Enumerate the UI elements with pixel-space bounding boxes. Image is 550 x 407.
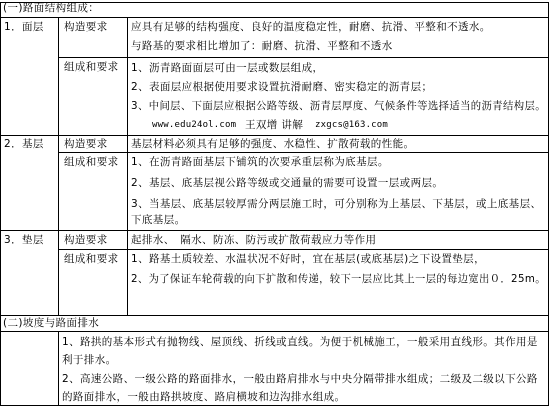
cushion-composition-line-2: 2、为了保证车轮荷载的向下扩散和传递，较下一层应比其上一层的每边宽出０．25m。 xyxy=(131,273,546,285)
row-key-structure: 构造要求 xyxy=(64,138,108,150)
row-key-structure: 构造要求 xyxy=(64,21,108,33)
row-key-structure: 构造要求 xyxy=(64,234,108,246)
layer-name-base: 2．基层 xyxy=(4,138,44,150)
watermark-email: zxgcs@163.com xyxy=(315,120,389,130)
surface-structure-line-2: 与路基的要求相比增加了：耐磨、抗滑、平整和不透水 xyxy=(131,40,393,52)
surface-composition-line-1: 1、沥青路面面层可由一层或数层组成， xyxy=(131,62,324,74)
surface-structure-line-1: 应具有足够的结构强度、良好的温度稳定性，耐磨、抗滑、平整和不透水。 xyxy=(131,21,491,33)
drainage-line-1: 1、路拱的基本形式有抛物线、屋顶线、折线或直线。为便于机械施工，一般采用直线形。其作用是 xyxy=(62,336,538,348)
drainage-line-4: 的路面排水，一般由路拱坡度、路肩横坡和边沟排水组成。 xyxy=(62,391,346,403)
base-composition-line-1: 1、在沥青路面基层下铺筑的次要承重层称为底基层。 xyxy=(131,156,389,168)
row-key-composition: 组成和要求 xyxy=(64,253,119,265)
drainage-line-3: 2、高速公路、一级公路的路面排水，一般由路肩排水与中央分隔带排水组成；二级及二级以下公路 xyxy=(62,373,538,385)
layer-name-cushion: 3．垫层 xyxy=(4,234,44,246)
base-composition-line-4: 下底基层。 xyxy=(131,214,186,226)
surface-composition-line-3: 3、中间层、下面层应根据公路等级、沥青层厚度、气候条件等选择适当的沥青结构层。 xyxy=(131,100,546,112)
surface-composition-line-2: 2、表面层应根据使用要求设置抗滑耐磨、密实稳定的沥青层； xyxy=(131,81,433,93)
layer-name-surface: 1．面层 xyxy=(4,21,44,33)
row-key-composition: 组成和要求 xyxy=(64,61,119,73)
base-composition-line-2: 2、基层、底基层视公路等级或交通量的需要可设置一层或两层。 xyxy=(131,177,444,189)
section1-title: (一)路面结构组成： xyxy=(3,2,100,14)
row-key-composition: 组成和要求 xyxy=(64,156,119,168)
base-structure-line-1: 基层材料必须具有足够的强度、水稳性、扩散荷载的性能。 xyxy=(131,138,415,150)
cushion-structure-line-1: 起排水、 隔水、防冻、防污或扩散荷载应力等作用 xyxy=(131,234,377,246)
cushion-composition-line-1: 1、路基土质较差、水温状况不好时，宜在基层(或底基层)之下设置垫层， xyxy=(131,253,485,265)
watermark-site: www.edu24ol.com xyxy=(152,120,237,130)
watermark-author: 王双增 讲解 xyxy=(245,119,304,131)
section2-title: (二)坡度与路面排水 xyxy=(3,317,100,329)
drainage-line-2: 利于排水。 xyxy=(62,354,117,366)
base-composition-line-3: 3、当基层、底基层较厚需分两层施工时，可分别称为上基层、下基层，或上底基层、 xyxy=(131,198,542,210)
